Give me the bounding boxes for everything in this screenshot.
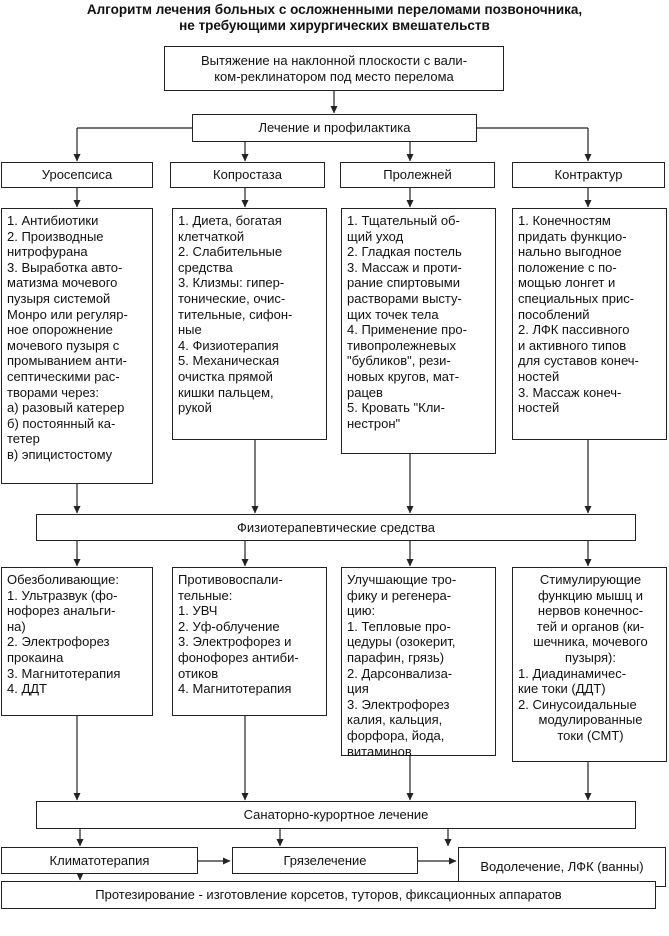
physiotherapy-label: Физиотерапевтические средства [237,519,435,535]
category-coprostasis-label: Копростаза [213,167,282,183]
list-item: тетер [7,431,40,447]
list-item: нально выгодное [518,244,622,260]
list-item: промыванием анти- [7,353,127,369]
list-item: 3. Выработка авто- [7,259,123,275]
list-item: тонические, очис- [178,290,286,306]
prosthetics-box [1,881,656,909]
list-item: 1. Тщательный об- [347,213,460,228]
list-item: ностей [518,368,560,384]
list-item: рацев [347,384,383,400]
list-item: Монро или регуляр- [7,306,128,322]
list-item: 2. Гладкая постель [347,244,462,260]
list-item: прокаина [7,649,64,665]
list-item: Противовоспали- [178,572,283,587]
list-item: 3. Электрофорез и [178,634,292,650]
list-item: 1. Ультразвук (фо- [7,587,118,603]
list-item: 2. Слабительные [178,244,283,260]
category-urosepsis [1,162,153,188]
sanatorium-label: Санаторно-курортное лечение [243,807,429,823]
climatotherapy-box [1,847,198,874]
list-item: 2. Электрофорез [7,634,110,650]
list-item: пузыря системой [7,290,111,306]
list-item: Стимулирующие [539,572,642,587]
list-item: 1. Диета, богатая [178,213,282,228]
list-item: мощью лонгет и [518,275,616,291]
title-line-2: не требующими хирургических вмешательств [179,18,490,33]
list-item: фонофорез антиби- [178,649,299,665]
list-item: нитрофурана [7,244,88,260]
list-item: фику и регенера- [347,587,452,603]
list-item: в) эпицистостому [7,446,113,462]
list-item: 2. Производные [7,228,104,244]
list-item: Обезболивающие: [7,572,119,587]
list-item: отиков [178,665,219,681]
list-item: 4. Физиотерапия [178,337,279,353]
list-item: специальных прис- [518,290,635,306]
list-item: витаминов [347,743,412,759]
list-item: Улучшающие тро- [347,572,457,587]
list-item: матизма мочевого [7,275,118,291]
category-contractures-label: Контрактур [554,167,623,183]
treatment-prevention-box [192,114,477,142]
list-item: 1. УВЧ [178,603,218,619]
category-coprostasis [170,162,325,188]
list-item: 5. Механическая [178,353,280,369]
list-item: рание спиртовыми [347,275,460,291]
list-item: придать функцио- [518,228,627,244]
list-item: калия, кальция, [347,712,443,728]
list-item: б) постоянный ка- [7,415,116,431]
list-item: кие токи (ДДТ) [518,681,606,697]
list-item: ция [347,681,369,697]
category-urosepsis-label: Уросепсиса [41,167,113,183]
list-item: 4. ДДТ [7,681,48,697]
category-contractures [512,162,665,188]
traction-line-2: ком-реклинатором под место перелома [214,68,454,84]
list-item: пособлений [518,306,590,322]
list-item: растворами высту- [347,290,462,306]
list-item: 1. Тепловые про- [347,618,451,634]
list-item: мочевого пузыря с [7,337,120,353]
traction-line-1: Вытяжение на наклонной плоскости с вали- [200,52,468,68]
list-item: тей и органов (ки- [536,618,645,634]
list-item: 3. Клизмы: гипер- [178,275,285,291]
list-item: пузыря): [565,649,616,665]
list-item: 3. Магнитотерапия [7,665,121,681]
list-item: функцию мышц и [537,587,643,603]
sanatorium-box [36,801,636,829]
list-item: "бубликов", рези- [347,353,451,369]
list-item: положение с по- [518,259,617,275]
mud-therapy-box [232,847,418,874]
list-item: творами через: [7,384,99,400]
list-item: септическими рас- [7,368,120,384]
list-item: 3. Массаж конеч- [518,384,622,400]
list-item: 2. ЛФК пассивного [518,322,630,338]
bedsores-list [341,208,496,454]
list-item: 3. Электрофорез [347,696,450,712]
list-item: и активного типов [518,337,627,353]
category-bedsores [340,162,495,188]
analgesic-list [1,567,153,716]
trophic-list [341,567,496,759]
list-item: 2. Дарсонвализа- [347,665,453,681]
title-line-1: Алгоритм лечения больных с осложненными переломами позвоночника, [86,2,583,17]
list-item: цию: [347,603,376,619]
list-item: тельные: [178,587,233,603]
list-item: модулированные [538,712,643,728]
list-item: кишки пальцем, [178,384,274,400]
list-item: ные [178,322,202,338]
list-item: 2. Уф-облучение [178,618,280,634]
list-item: 1. Конечностям [518,213,611,228]
traction-box [164,46,504,91]
list-item: а) разовый катерер [7,400,125,416]
list-item: клетчаткой [178,228,245,244]
list-item: нофорез анальги- [7,603,116,619]
list-item: новых кругов, мат- [347,368,460,384]
category-bedsores-label: Пролежней [383,167,452,183]
list-item: 1. Антибиотики [7,213,99,228]
prosthetics-label: Протезирование - изготовление корсетов, туторов, фиксационных аппаратов [95,887,562,903]
list-item: шечника, мочевого [533,634,648,650]
list-item: 5. Кровать "Кли- [347,400,445,416]
list-item: для суставов конеч- [518,353,639,369]
stimulating-list [512,567,667,762]
anti-inflammatory-list [172,567,327,716]
list-item: тительные, сифон- [178,306,293,322]
list-item: 4. Применение про- [347,322,467,338]
list-item: 1. Диадинамичес- [518,665,627,681]
urosepsis-list [1,208,153,484]
hydrotherapy-label: Водолечение, ЛФК (ванны) [480,859,644,875]
list-item: тивопролежневых [347,337,456,353]
climatotherapy-label: Климатотерапия [49,852,150,868]
list-item: токи (СМТ) [557,727,624,743]
list-item: щий уход [347,228,404,244]
list-item: на) [7,618,26,634]
mud-therapy-label: Грязелечение [283,852,367,868]
list-item: очистка прямой [178,368,273,384]
list-item: рукой [178,400,212,416]
list-item: ностей [518,400,560,416]
physiotherapy-box [36,514,636,541]
contractures-list [512,208,667,440]
coprostasis-list [172,208,327,440]
list-item: щих точек тела [347,306,439,322]
list-item: 3. Массаж и проти- [347,259,462,275]
list-item: нервов конечнос- [537,603,644,619]
list-item: ное опорожнение [7,322,113,338]
list-item: парафин, грязь) [347,649,445,665]
list-item: форфора, йода, [347,727,445,743]
list-item: нестрон" [347,415,401,431]
list-item: 4. Магнитотерапия [178,681,292,697]
treatment-prevention-label: Лечение и профилактика [258,120,411,136]
list-item: 2. Синусоидальные [518,696,637,712]
list-item: средства [178,259,233,275]
list-item: цедуры (озокерит, [347,634,456,650]
